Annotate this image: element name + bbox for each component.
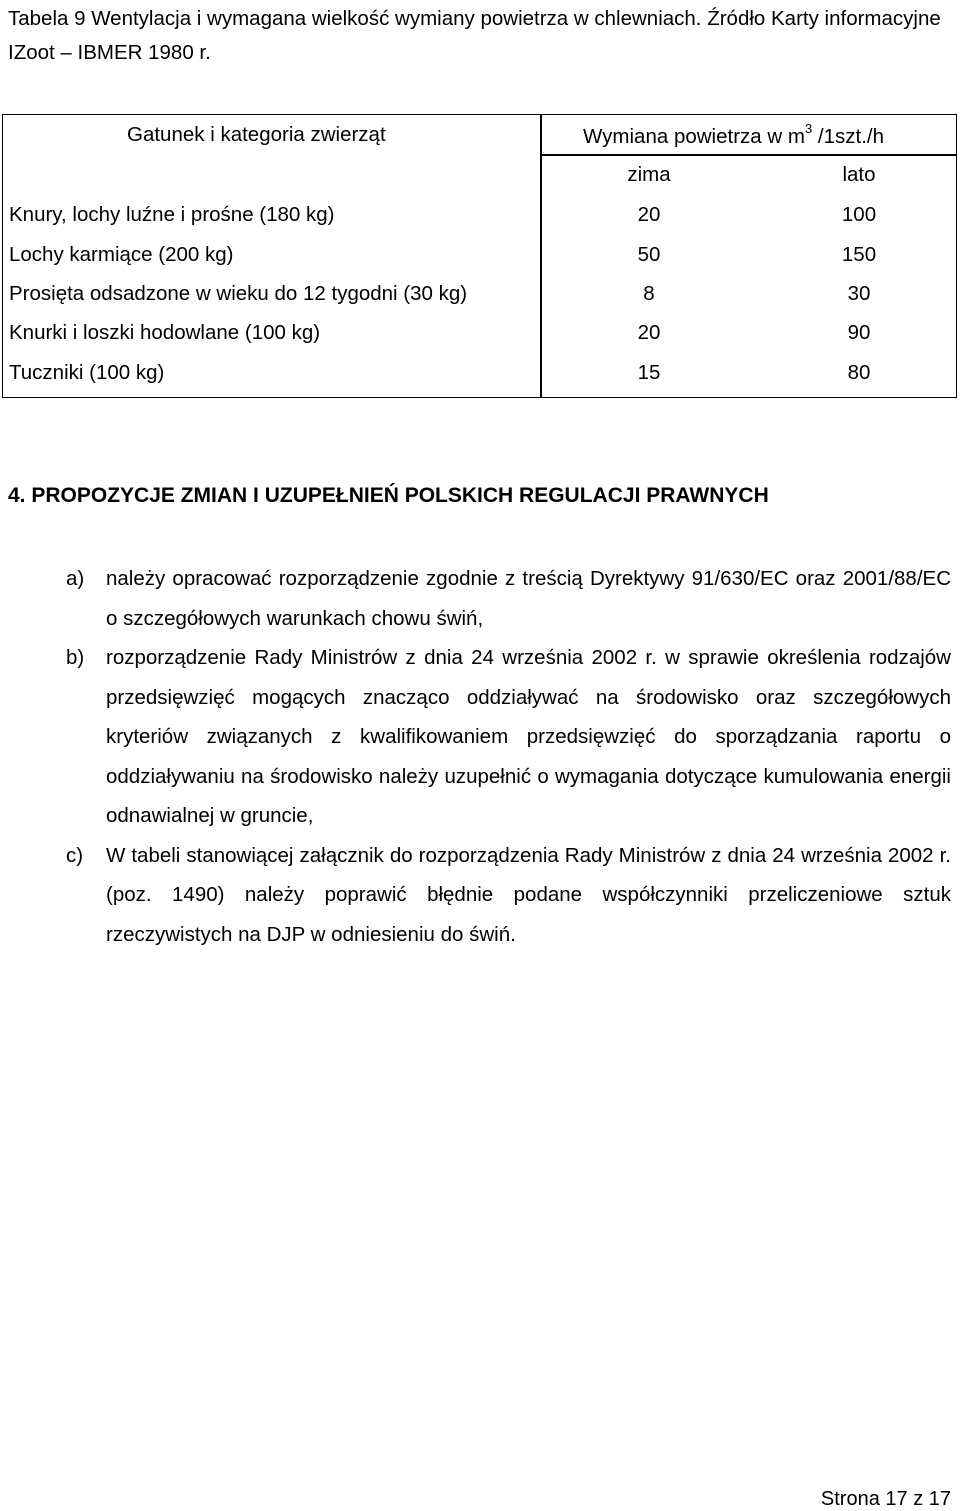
header-summer: lato — [842, 163, 876, 186]
table-row-winter: 15 — [637, 361, 661, 384]
table-row-name: Lochy karmiące (200 kg) — [9, 243, 234, 266]
table-divider-vertical — [540, 115, 542, 397]
list-item — [66, 638, 951, 836]
header-winter: zima — [627, 163, 671, 186]
list-item — [66, 559, 951, 638]
table-row-summer: 90 — [847, 321, 871, 344]
list-marker: c) — [66, 843, 84, 867]
section-heading: 4. PROPOZYCJE ZMIAN I UZUPEŁNIEŃ POLSKICH REGULACJI PRAWNYCH — [8, 484, 769, 507]
list-item-text: rozporządzenie Rady Ministrów z dnia 24 września 2002 r. w sprawie określenia rodzajów przedsięwzięć mogących znacząco oddziaływać na środowisko oraz szczegółowych kryteriów związanych z kwalifikowaniem przedsięwzięć do sporządzania raportu o oddziaływaniu na środowisko należy uzupełnić o wymagania dotyczące kumulowania energii odnawialnej w gruncie, — [106, 646, 951, 827]
table-row-summer: 80 — [847, 361, 871, 384]
list-marker: a) — [66, 567, 85, 590]
list-item — [66, 836, 951, 955]
table-row-winter: 50 — [637, 243, 661, 266]
proposal-list — [66, 559, 951, 954]
table-row-name: Tuczniki (100 kg) — [9, 361, 165, 384]
table-row-summer: 30 — [847, 282, 871, 305]
table-row-name: Knury, lochy luźne i prośne (180 kg) — [9, 203, 335, 226]
table-caption: Tabela 9 Wentylacja i wymagana wielkość wymiany powietrza w chlewniach. Źródło Karty informacyjne IZoot – IBMER 1980 r. — [8, 7, 941, 64]
page-number: Strona 17 z 17 — [820, 1488, 951, 1510]
table-row-name: Knurki i loszki hodowlane (100 kg) — [9, 321, 321, 344]
table-row-summer: 100 — [841, 203, 877, 226]
table-row-summer: 150 — [841, 243, 877, 266]
list-item-text: W tabeli stanowiącej załącznik do rozporządzenia Rady Ministrów z dnia 24 września 2002 r.(poz. 1490) należy poprawić błędnie podane współczynniki przeliczeniowe sztuk rzeczywistych na DJP w odniesieniu do świń. — [106, 843, 951, 946]
table-row-winter: 20 — [637, 321, 661, 344]
ventilation-table — [2, 114, 957, 398]
table-row-winter: 8 — [643, 282, 655, 305]
table-row-name: Prosięta odsadzone w wieku do 12 tygodni (30 kg) — [9, 282, 468, 305]
list-item-text: należy opracować rozporządzenie zgodnie z treścią Dyrektywy 91/630/EC oraz 2001/88/EC o szczegółowych warunkach chowu świń, — [106, 567, 951, 630]
header-air-exchange: Wymiana powietrza w $m^3$ /1szt./h — [583, 121, 884, 148]
list-marker: b) — [66, 646, 85, 669]
table-divider-horizontal — [540, 154, 956, 156]
header-species: Gatunek i kategoria zwierząt — [127, 123, 386, 146]
table-row-winter: 20 — [637, 203, 661, 226]
